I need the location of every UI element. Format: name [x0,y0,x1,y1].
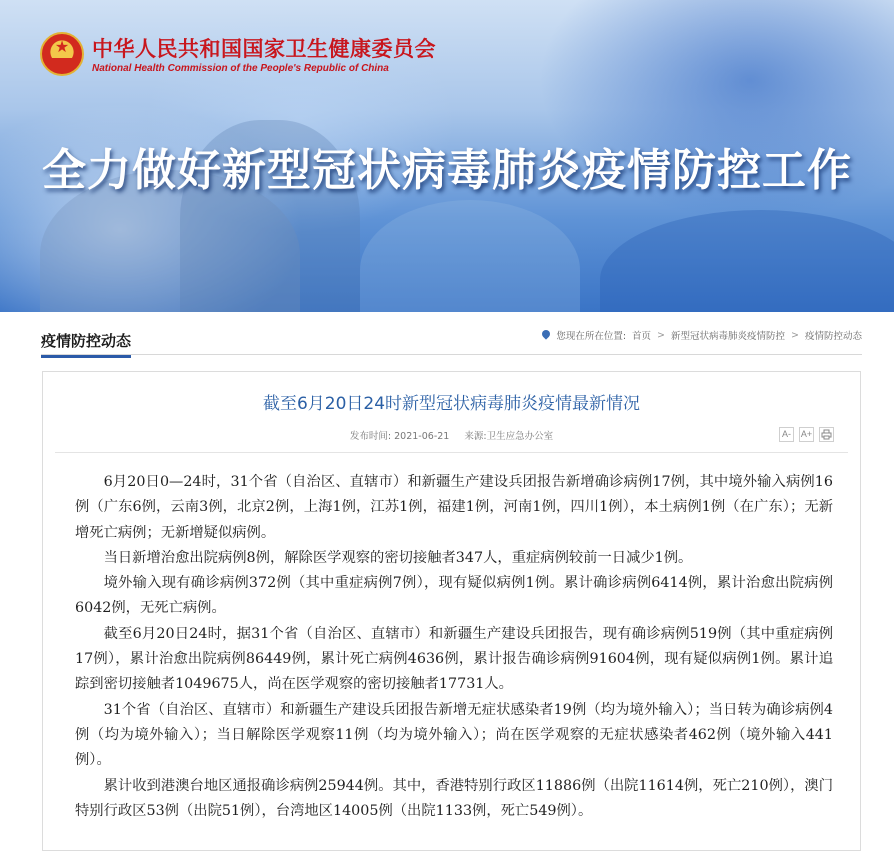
source-info [464,431,553,442]
org-name-en[interactable]: National Health Commission of the People's Republic of China [92,63,389,74]
breadcrumb-current-link[interactable]: 疫情防控动态 [804,331,862,342]
breadcrumb-separator: > [657,329,665,341]
breadcrumb-epidemic-link[interactable]: 新型冠状病毒肺炎疫情防控 [671,331,786,342]
print-icon[interactable] [819,427,834,442]
breadcrumb [542,328,862,342]
breadcrumb-separator: > [791,329,799,341]
font-decrease-button[interactable]: A- [779,427,794,442]
banner-slogan: 全力做好新型冠状病毒肺炎疫情防控工作 [42,145,852,196]
article-paragraph: 6月20日0—24时，31个省（自治区、直辖市）和新疆生产建设兵团报告新增确诊病例17例，其中境外输入病例16例（广东6例，云南3例，北京2例，上海1例，江苏1例，福建1例，河南1例，四川1例），本土病例1例（在广东）；无新增死亡病例；无新增疑似病例。 [75,474,833,541]
article-paragraph: 累计收到港澳台地区通报确诊病例25944例。其中，香港特别行政区11886例（出院11614例，死亡210例），澳门特别行政区53例（出院51例），台湾地区14005例（出院1133例，死亡549例）。 [75,777,833,819]
source-value: 卫生应急办公室 [486,431,554,442]
breadcrumb-home-link[interactable]: 首页 [632,331,652,342]
article-panel [42,371,861,851]
header-banner [0,0,894,312]
article-tools [779,427,834,442]
font-increase-button[interactable]: A+ [799,427,814,442]
article-paragraph: 当日新增治愈出院病例8例，解除医学观察的密切接触者347人，重症病例较前一日减少1例。 [103,549,693,566]
section-header [41,322,862,355]
section-title: 疫情防控动态 [41,330,131,358]
meta-divider [55,452,848,453]
article-title: 截至6月20日24时新型冠状病毒肺炎疫情最新情况 [262,394,641,414]
org-name-cn[interactable]: 中华人民共和国国家卫生健康委员会 [92,37,436,61]
publish-info [350,431,449,442]
breadcrumb-prefix: 您现在所在位置: [556,331,627,342]
article-paragraph: 境外输入现有确诊病例372例（其中重症病例7例），现有疑似病例1例。累计确诊病例6414例，累计治愈出院病例6042例，无死亡病例。 [75,575,833,617]
article-meta [43,428,860,442]
banner-background-figure [360,200,580,312]
publish-label: 发布时间: [349,431,392,442]
location-pin-icon [542,330,550,340]
source-label: 来源: [464,431,487,442]
publish-date: 2021-06-21 [394,431,450,442]
article-paragraph: 截至6月20日24时，据31个省（自治区、直辖市）和新疆生产建设兵团报告，现有确诊病例519例（其中重症病例17例），累计治愈出院病例86449例，累计死亡病例4636例，累计报告确诊病例91604例，现有疑似病例1例。累计追踪到密切接触者1049675人，尚在医学观察的密切接触者17731人。 [75,625,833,693]
banner-background-figure [600,210,894,312]
national-emblem-icon[interactable]: ★ [40,32,84,76]
article-paragraph: 31个省（自治区、直辖市）和新疆生产建设兵团报告新增无症状感染者19例（均为境外输入）；当日转为确诊病例4例（均为境外输入）；当日解除医学观察11例（均为境外输入）；尚在医学观察的无症状感染者462例（境外输入441例）。 [75,701,833,769]
article-body [75,470,833,824]
